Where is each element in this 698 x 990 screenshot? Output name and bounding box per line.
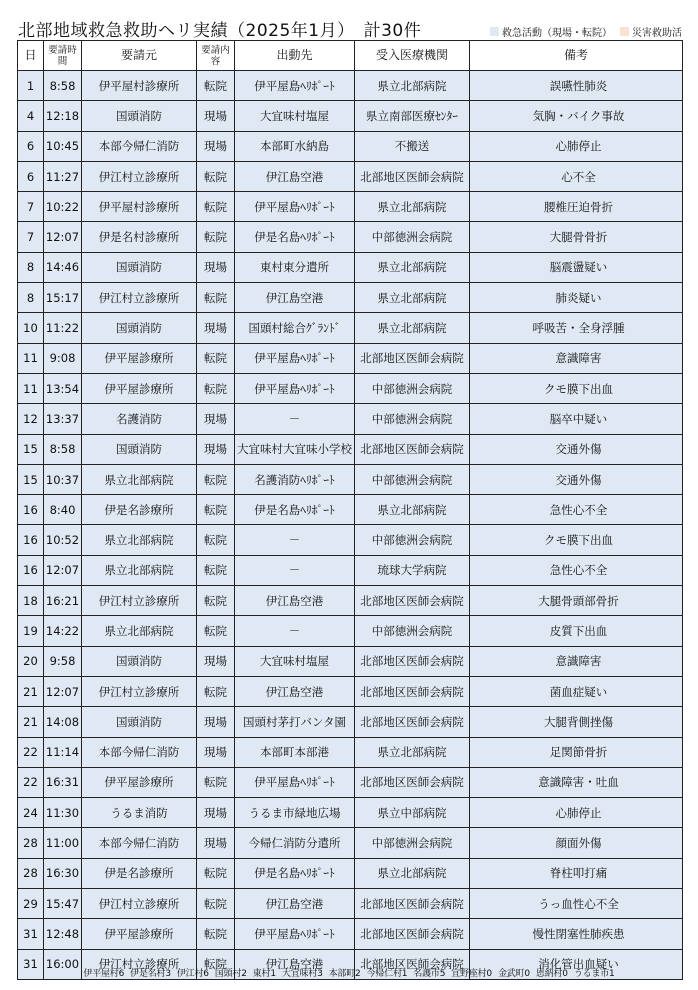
footer-count-item: 伊是名村3 (130, 969, 171, 979)
cell-day: 15 (18, 464, 44, 494)
cell-receiving-hospital: 北部地区医師会病院 (355, 586, 470, 616)
table-row (18, 434, 683, 464)
cell-request-time: 16:00 (44, 949, 82, 979)
cell-request-type: 転院 (197, 495, 235, 525)
cell-dispatch-site: 伊是名島ﾍﾘﾎﾟｰﾄ (235, 495, 355, 525)
cell-dispatch-site: 大宜味村塩屋 (235, 646, 355, 676)
cell-requester: 伊江村立診療所 (82, 676, 197, 706)
cell-request-time: 11:14 (44, 737, 82, 767)
cell-day: 24 (18, 798, 44, 828)
cell-receiving-hospital: 県立北部病院 (355, 313, 470, 343)
cell-remarks: 大腿骨頭部骨折 (470, 586, 683, 616)
table-row (18, 404, 683, 434)
cell-receiving-hospital: 中部徳洲会病院 (355, 828, 470, 858)
cell-requester: 伊江村立診療所 (82, 161, 197, 191)
cell-day: 15 (18, 434, 44, 464)
cell-day: 16 (18, 495, 44, 525)
cell-receiving-hospital: 北部地区医師会病院 (355, 646, 470, 676)
table-row (18, 343, 683, 373)
cell-request-time: 12:07 (44, 555, 82, 585)
cell-dispatch-site: 伊是名島ﾍﾘﾎﾟｰﾄ (235, 222, 355, 252)
cell-dispatch-site: 大宜味村塩屋 (235, 101, 355, 131)
cell-requester: 伊江村立診療所 (82, 949, 197, 979)
cell-dispatch-site: － (235, 555, 355, 585)
cell-request-type: 現場 (197, 707, 235, 737)
cell-remarks: 顔面外傷 (470, 828, 683, 858)
cell-request-type: 現場 (197, 646, 235, 676)
cell-requester: 名護消防 (82, 404, 197, 434)
legend-swatch-emergency (490, 27, 499, 36)
cell-remarks: 足関節骨折 (470, 737, 683, 767)
cell-receiving-hospital: 琉球大学病院 (355, 555, 470, 585)
cell-requester: 国頭消防 (82, 252, 197, 282)
cell-day: 21 (18, 707, 44, 737)
column-header-dispatch-site: 出動先 (235, 41, 355, 71)
table-row (18, 889, 683, 919)
cell-request-time: 12:48 (44, 919, 82, 949)
cell-request-type: 現場 (197, 131, 235, 161)
cell-request-type: 転院 (197, 919, 235, 949)
cell-request-type: 転院 (197, 464, 235, 494)
cell-request-time: 11:27 (44, 161, 82, 191)
footer-counts (0, 966, 698, 979)
cell-request-time: 12:18 (44, 101, 82, 131)
cell-receiving-hospital: 県立南部医療ｾﾝﾀｰ (355, 101, 470, 131)
footer-count-item: 恩納村0 (535, 969, 568, 979)
cell-request-time: 10:45 (44, 131, 82, 161)
table-row (18, 858, 683, 888)
table-row (18, 586, 683, 616)
table-row (18, 495, 683, 525)
legend-swatch-disaster (620, 27, 629, 36)
table-row (18, 707, 683, 737)
cell-dispatch-site: 国頭村総合ｸﾞﾗﾝﾄﾞ (235, 313, 355, 343)
cell-dispatch-site: 伊平屋島ﾍﾘﾎﾟｰﾄ (235, 71, 355, 101)
cell-day: 4 (18, 101, 44, 131)
cell-request-time: 16:21 (44, 586, 82, 616)
cell-request-time: 16:31 (44, 767, 82, 797)
cell-request-time: 11:00 (44, 828, 82, 858)
cell-requester: 伊平屋村診療所 (82, 71, 197, 101)
column-header-requester: 要請元 (82, 41, 197, 71)
cell-dispatch-site: 伊江島空港 (235, 949, 355, 979)
cell-dispatch-site: 伊平屋島ﾍﾘﾎﾟｰﾄ (235, 919, 355, 949)
cell-remarks: 意識障害・吐血 (470, 767, 683, 797)
table-row (18, 555, 683, 585)
table-row (18, 919, 683, 949)
table-row (18, 373, 683, 403)
cell-request-type: 転院 (197, 949, 235, 979)
cell-dispatch-site: 伊是名島ﾍﾘﾎﾟｰﾄ (235, 858, 355, 888)
cell-dispatch-site: 伊江島空港 (235, 676, 355, 706)
cell-receiving-hospital: 中部徳洲会病院 (355, 373, 470, 403)
table-row (18, 464, 683, 494)
footer-count-item: 伊平屋村6 (83, 969, 125, 979)
cell-receiving-hospital: 中部徳洲会病院 (355, 525, 470, 555)
table-row (18, 676, 683, 706)
cell-requester: 県立北部病院 (82, 464, 197, 494)
cell-requester: 本部今帰仁消防 (82, 131, 197, 161)
table-row (18, 798, 683, 828)
column-header-request-type: 要請内容 (197, 41, 235, 71)
cell-remarks: 皮質下出血 (470, 616, 683, 646)
legend (490, 24, 682, 39)
cell-remarks: クモ膜下出血 (470, 373, 683, 403)
cell-receiving-hospital: 北部地区医師会病院 (355, 889, 470, 919)
cell-dispatch-site: 伊平屋島ﾍﾘﾎﾟｰﾄ (235, 373, 355, 403)
cell-requester: 県立北部病院 (82, 525, 197, 555)
cell-receiving-hospital: 県立北部病院 (355, 283, 470, 313)
cell-receiving-hospital: 県立北部病院 (355, 858, 470, 888)
cell-request-type: 転院 (197, 343, 235, 373)
table-row (18, 828, 683, 858)
cell-day: 11 (18, 343, 44, 373)
cell-remarks: 大腿背側挫傷 (470, 707, 683, 737)
cell-day: 16 (18, 525, 44, 555)
cell-remarks: 脊柱叩打痛 (470, 858, 683, 888)
cell-dispatch-site: － (235, 525, 355, 555)
cell-remarks: 慢性閉塞性肺疾患 (470, 919, 683, 949)
cell-receiving-hospital: 北部地区医師会病院 (355, 767, 470, 797)
cell-remarks: 急性心不全 (470, 495, 683, 525)
cell-request-type: 転院 (197, 676, 235, 706)
column-header-day: 日 (18, 41, 44, 71)
cell-day: 16 (18, 555, 44, 585)
table-row (18, 646, 683, 676)
cell-remarks: 肺炎疑い (470, 283, 683, 313)
cell-requester: 本部今帰仁消防 (82, 828, 197, 858)
cell-requester: 伊江村立診療所 (82, 586, 197, 616)
cell-dispatch-site: 大宜味村大宜味小学校 (235, 434, 355, 464)
cell-day: 8 (18, 252, 44, 282)
cell-requester: 国頭消防 (82, 101, 197, 131)
cell-day: 12 (18, 404, 44, 434)
cell-receiving-hospital: 県立北部病院 (355, 252, 470, 282)
table-body (18, 71, 683, 980)
table-row (18, 222, 683, 252)
cell-day: 21 (18, 676, 44, 706)
cell-receiving-hospital: 北部地区医師会病院 (355, 707, 470, 737)
table-row (18, 101, 683, 131)
cell-request-time: 9:08 (44, 343, 82, 373)
legend-label-disaster: 災害救助活 (632, 28, 682, 39)
cell-day: 6 (18, 161, 44, 191)
footer-count-item: 本部町2 (328, 969, 361, 979)
cell-request-time: 13:54 (44, 373, 82, 403)
cell-remarks: 交通外傷 (470, 464, 683, 494)
cell-receiving-hospital: 県立北部病院 (355, 737, 470, 767)
cell-dispatch-site: 名護消防ﾍﾘﾎﾟｰﾄ (235, 464, 355, 494)
table-row (18, 71, 683, 101)
cell-receiving-hospital: 北部地区医師会病院 (355, 434, 470, 464)
cell-request-type: 転院 (197, 889, 235, 919)
cell-remarks: 大腿骨骨折 (470, 222, 683, 252)
table-row (18, 313, 683, 343)
cell-dispatch-site: 伊平屋島ﾍﾘﾎﾟｰﾄ (235, 343, 355, 373)
cell-remarks: 脳卒中疑い (470, 404, 683, 434)
cell-remarks: 消化管出血疑い (470, 949, 683, 979)
cell-request-time: 11:22 (44, 313, 82, 343)
cell-dispatch-site: 今帰仁消防分遣所 (235, 828, 355, 858)
cell-requester: 国頭消防 (82, 313, 197, 343)
cell-request-time: 11:30 (44, 798, 82, 828)
footer-count-item: うるま市1 (573, 969, 615, 979)
cell-request-time: 10:22 (44, 192, 82, 222)
cell-day: 8 (18, 283, 44, 313)
cell-request-type: 現場 (197, 737, 235, 767)
legend-item-disaster (620, 24, 682, 39)
cell-request-type: 転院 (197, 283, 235, 313)
cell-request-time: 8:40 (44, 495, 82, 525)
cell-request-time: 8:58 (44, 71, 82, 101)
cell-request-time: 15:17 (44, 283, 82, 313)
cell-request-time: 14:46 (44, 252, 82, 282)
cell-requester: 国頭消防 (82, 434, 197, 464)
footer-count-item: 国頭村2 (214, 969, 247, 979)
cell-receiving-hospital: 北部地区医師会病院 (355, 676, 470, 706)
cell-remarks: 腰椎圧迫骨折 (470, 192, 683, 222)
cell-dispatch-site: － (235, 616, 355, 646)
cell-requester: 伊平屋診療所 (82, 767, 197, 797)
legend-item-emergency (490, 24, 612, 39)
cell-remarks: 心肺停止 (470, 798, 683, 828)
cell-day: 1 (18, 71, 44, 101)
cell-requester: 伊平屋診療所 (82, 373, 197, 403)
cell-receiving-hospital: 不搬送 (355, 131, 470, 161)
cell-request-type: 転院 (197, 373, 235, 403)
cell-requester: 国頭消防 (82, 707, 197, 737)
cell-remarks: 心肺停止 (470, 131, 683, 161)
cell-receiving-hospital: 北部地区医師会病院 (355, 343, 470, 373)
cell-requester: 伊是名診療所 (82, 495, 197, 525)
cell-dispatch-site: 伊江島空港 (235, 889, 355, 919)
cell-request-type: 転院 (197, 71, 235, 101)
cell-dispatch-site: うるま市緑地広場 (235, 798, 355, 828)
cell-dispatch-site: 伊江島空港 (235, 161, 355, 191)
cell-request-type: 現場 (197, 828, 235, 858)
cell-remarks: クモ膜下出血 (470, 525, 683, 555)
cell-receiving-hospital: 県立中部病院 (355, 798, 470, 828)
cell-day: 31 (18, 919, 44, 949)
cell-day: 7 (18, 192, 44, 222)
table-row (18, 283, 683, 313)
cell-receiving-hospital: 北部地区医師会病院 (355, 919, 470, 949)
table-row (18, 767, 683, 797)
column-header-remarks: 備考 (470, 41, 683, 71)
cell-requester: うるま消防 (82, 798, 197, 828)
cell-day: 29 (18, 889, 44, 919)
cell-requester: 伊平屋村診療所 (82, 192, 197, 222)
cell-requester: 国頭消防 (82, 646, 197, 676)
cell-requester: 本部今帰仁消防 (82, 737, 197, 767)
cell-receiving-hospital: 中部徳洲会病院 (355, 616, 470, 646)
cell-remarks: 心不全 (470, 161, 683, 191)
cell-day: 19 (18, 616, 44, 646)
cell-request-time: 14:08 (44, 707, 82, 737)
cell-request-time: 12:07 (44, 676, 82, 706)
cell-request-type: 現場 (197, 434, 235, 464)
dispatch-table (17, 40, 683, 980)
cell-requester: 県立北部病院 (82, 555, 197, 585)
column-header-receiving-hospital: 受入医療機関 (355, 41, 470, 71)
cell-request-type: 転院 (197, 525, 235, 555)
footer-count-item: 今帰仁村1 (366, 969, 408, 979)
cell-day: 11 (18, 373, 44, 403)
footer-count-item: 大宜味村3 (281, 969, 323, 979)
footer-count-item: 伊江村6 (176, 969, 209, 979)
cell-request-type: 現場 (197, 404, 235, 434)
cell-receiving-hospital: 中部徳洲会病院 (355, 404, 470, 434)
table-row (18, 131, 683, 161)
cell-remarks: 脳震盪疑い (470, 252, 683, 282)
table-row (18, 192, 683, 222)
cell-request-type: 現場 (197, 798, 235, 828)
cell-requester: 伊平屋診療所 (82, 343, 197, 373)
table-row (18, 616, 683, 646)
cell-request-time: 14:22 (44, 616, 82, 646)
cell-dispatch-site: 東村東分遣所 (235, 252, 355, 282)
cell-request-type: 現場 (197, 101, 235, 131)
cell-requester: 伊是名診療所 (82, 858, 197, 888)
table-row (18, 525, 683, 555)
cell-dispatch-site: 伊江島空港 (235, 283, 355, 313)
legend-label-emergency: 救急活動（現場・転院） (502, 28, 612, 39)
cell-day: 18 (18, 586, 44, 616)
cell-request-time: 10:37 (44, 464, 82, 494)
cell-requester: 伊平屋診療所 (82, 919, 197, 949)
cell-requester: 県立北部病院 (82, 616, 197, 646)
column-header-request-time: 要請時間 (44, 41, 82, 71)
footer-count-item: 東村1 (252, 969, 276, 979)
cell-day: 31 (18, 949, 44, 979)
cell-remarks: 交通外傷 (470, 434, 683, 464)
cell-dispatch-site: 本部町水納島 (235, 131, 355, 161)
cell-receiving-hospital: 北部地区医師会病院 (355, 949, 470, 979)
table-row (18, 737, 683, 767)
page-title: 北部地域救急救助ヘリ実績（2025年1月） 計30件 (18, 21, 422, 41)
table-header-row (18, 41, 683, 71)
cell-remarks: 菌血症疑い (470, 676, 683, 706)
cell-request-type: 転院 (197, 555, 235, 585)
cell-request-time: 9:58 (44, 646, 82, 676)
cell-receiving-hospital: 県立北部病院 (355, 495, 470, 525)
cell-request-type: 現場 (197, 313, 235, 343)
cell-remarks: 意識障害 (470, 343, 683, 373)
cell-remarks: 呼吸苦・全身浮腫 (470, 313, 683, 343)
header (18, 16, 688, 42)
cell-day: 28 (18, 828, 44, 858)
cell-remarks: 意識障害 (470, 646, 683, 676)
cell-request-type: 転院 (197, 222, 235, 252)
cell-dispatch-site: 国頭村茅打バンタ園 (235, 707, 355, 737)
cell-request-time: 16:30 (44, 858, 82, 888)
cell-request-time: 12:07 (44, 222, 82, 252)
cell-receiving-hospital: 県立北部病院 (355, 71, 470, 101)
cell-request-type: 転院 (197, 767, 235, 797)
cell-receiving-hospital: 北部地区医師会病院 (355, 161, 470, 191)
cell-requester: 伊江村立診療所 (82, 283, 197, 313)
cell-request-type: 転院 (197, 586, 235, 616)
cell-remarks: 気胸・バイク事故 (470, 101, 683, 131)
cell-request-type: 現場 (197, 252, 235, 282)
cell-request-type: 転院 (197, 858, 235, 888)
cell-request-time: 15:47 (44, 889, 82, 919)
cell-dispatch-site: 伊平屋島ﾍﾘﾎﾟｰﾄ (235, 767, 355, 797)
table-row (18, 252, 683, 282)
cell-day: 28 (18, 858, 44, 888)
cell-remarks: 急性心不全 (470, 555, 683, 585)
cell-request-time: 8:58 (44, 434, 82, 464)
cell-dispatch-site: 伊江島空港 (235, 586, 355, 616)
cell-requester: 伊是名村診療所 (82, 222, 197, 252)
cell-dispatch-site: 本部町本部港 (235, 737, 355, 767)
cell-request-type: 転院 (197, 616, 235, 646)
cell-receiving-hospital: 中部徳洲会病院 (355, 464, 470, 494)
cell-day: 6 (18, 131, 44, 161)
cell-receiving-hospital: 県立北部病院 (355, 192, 470, 222)
cell-dispatch-site: 伊平屋島ﾍﾘﾎﾟｰﾄ (235, 192, 355, 222)
cell-remarks: うっ血性心不全 (470, 889, 683, 919)
cell-request-time: 10:52 (44, 525, 82, 555)
table-row (18, 161, 683, 191)
cell-receiving-hospital: 中部徳洲会病院 (355, 222, 470, 252)
cell-request-time: 13:37 (44, 404, 82, 434)
cell-request-type: 転院 (197, 161, 235, 191)
footer-count-item: 名護市5 (413, 969, 446, 979)
cell-day: 22 (18, 737, 44, 767)
cell-dispatch-site: － (235, 404, 355, 434)
cell-day: 7 (18, 222, 44, 252)
cell-day: 22 (18, 767, 44, 797)
cell-day: 20 (18, 646, 44, 676)
cell-request-type: 転院 (197, 192, 235, 222)
cell-day: 10 (18, 313, 44, 343)
footer-count-item: 宜野座村0 (451, 969, 492, 979)
footer-count-item: 金武町0 (497, 969, 530, 979)
cell-remarks: 誤嚥性肺炎 (470, 71, 683, 101)
cell-requester: 伊江村立診療所 (82, 889, 197, 919)
